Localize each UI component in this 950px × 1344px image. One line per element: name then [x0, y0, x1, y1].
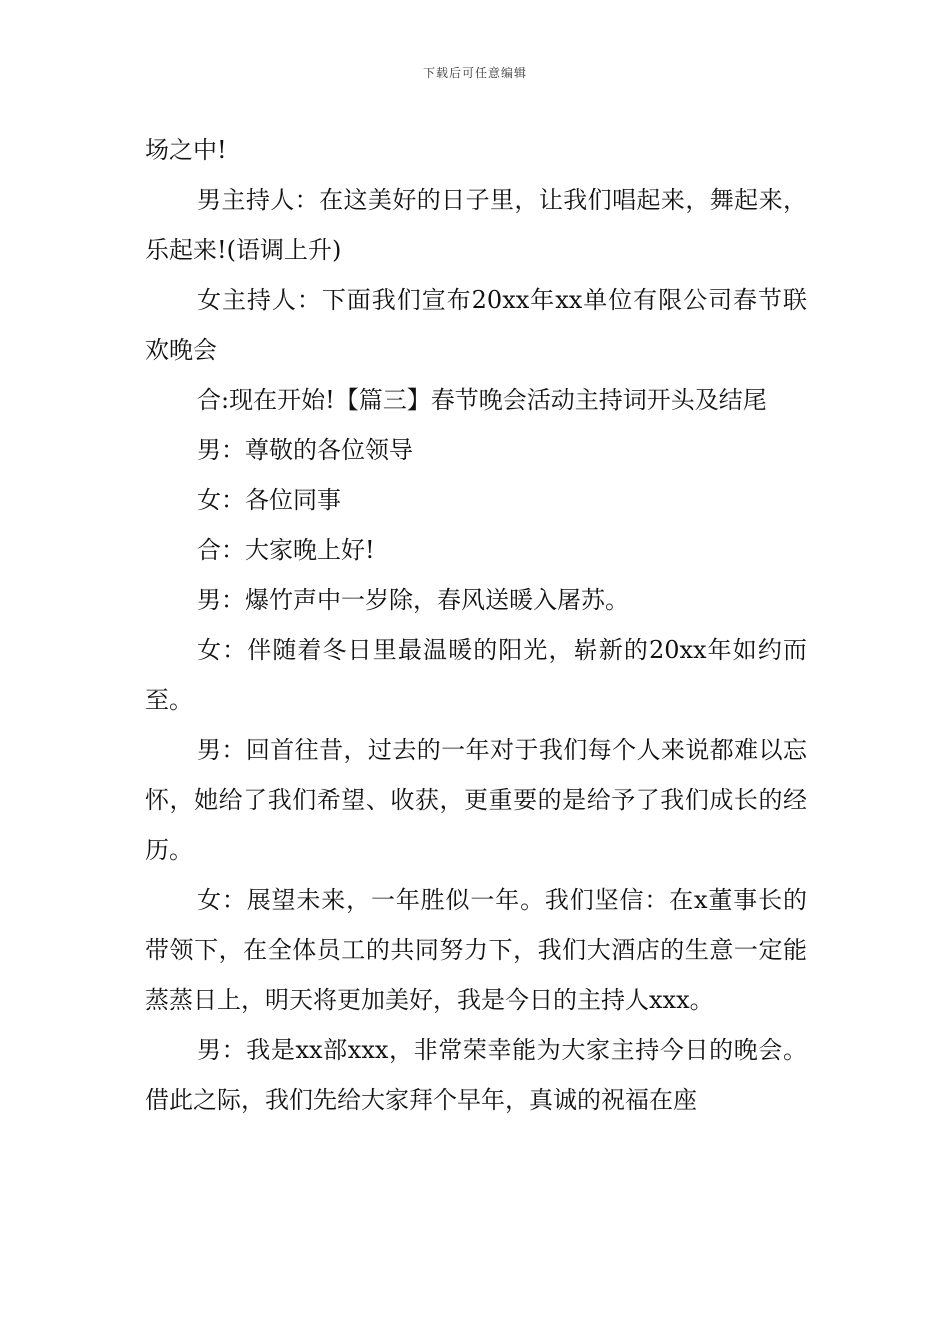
- paragraph-6: 女：各位同事: [197, 486, 341, 514]
- paragraph-3: 女主持人：下面我们宣布20xx年xx单位有限公司春节联欢晚会: [145, 286, 807, 364]
- paragraph-5: 男：尊敬的各位领导: [197, 436, 413, 464]
- paragraph-11: 女：展望未来，一年胜似一年。我们坚信：在x董事长的带领下，在全体员工的共同努力下，我们大酒店的生意一定能蒸蒸日上，明天将更加美好，我是今日的主持人xxx。: [145, 886, 807, 1014]
- paragraph-10: 男：回首往昔，过去的一年对于我们每个人来说都难以忘怀，她给了我们希望、收获，更重要的是给予了我们成长的经历。: [145, 736, 807, 864]
- paragraph-9: 女：伴随着冬日里最温暖的阳光，崭新的20xx年如约而至。: [145, 636, 807, 714]
- document-body: [145, 125, 807, 1125]
- paragraph-4: 合:现在开始!【篇三】春节晚会活动主持词开头及结尾: [197, 386, 767, 414]
- paragraph-1: 场之中!: [145, 136, 227, 164]
- paragraph-12: 男：我是xx部xxx，非常荣幸能为大家主持今日的晚会。借此之际，我们先给大家拜个早年，真诚的祝福在座: [145, 1036, 807, 1114]
- page-header: 下载后可任意编辑: [422, 66, 527, 80]
- paragraph-7: 合：大家晚上好!: [197, 536, 375, 564]
- paragraph-8: 男：爆竹声中一岁除，春风送暖入屠苏。: [197, 586, 629, 614]
- paragraph-2: 男主持人：在这美好的日子里，让我们唱起来，舞起来，乐起来!(语调上升): [145, 186, 807, 264]
